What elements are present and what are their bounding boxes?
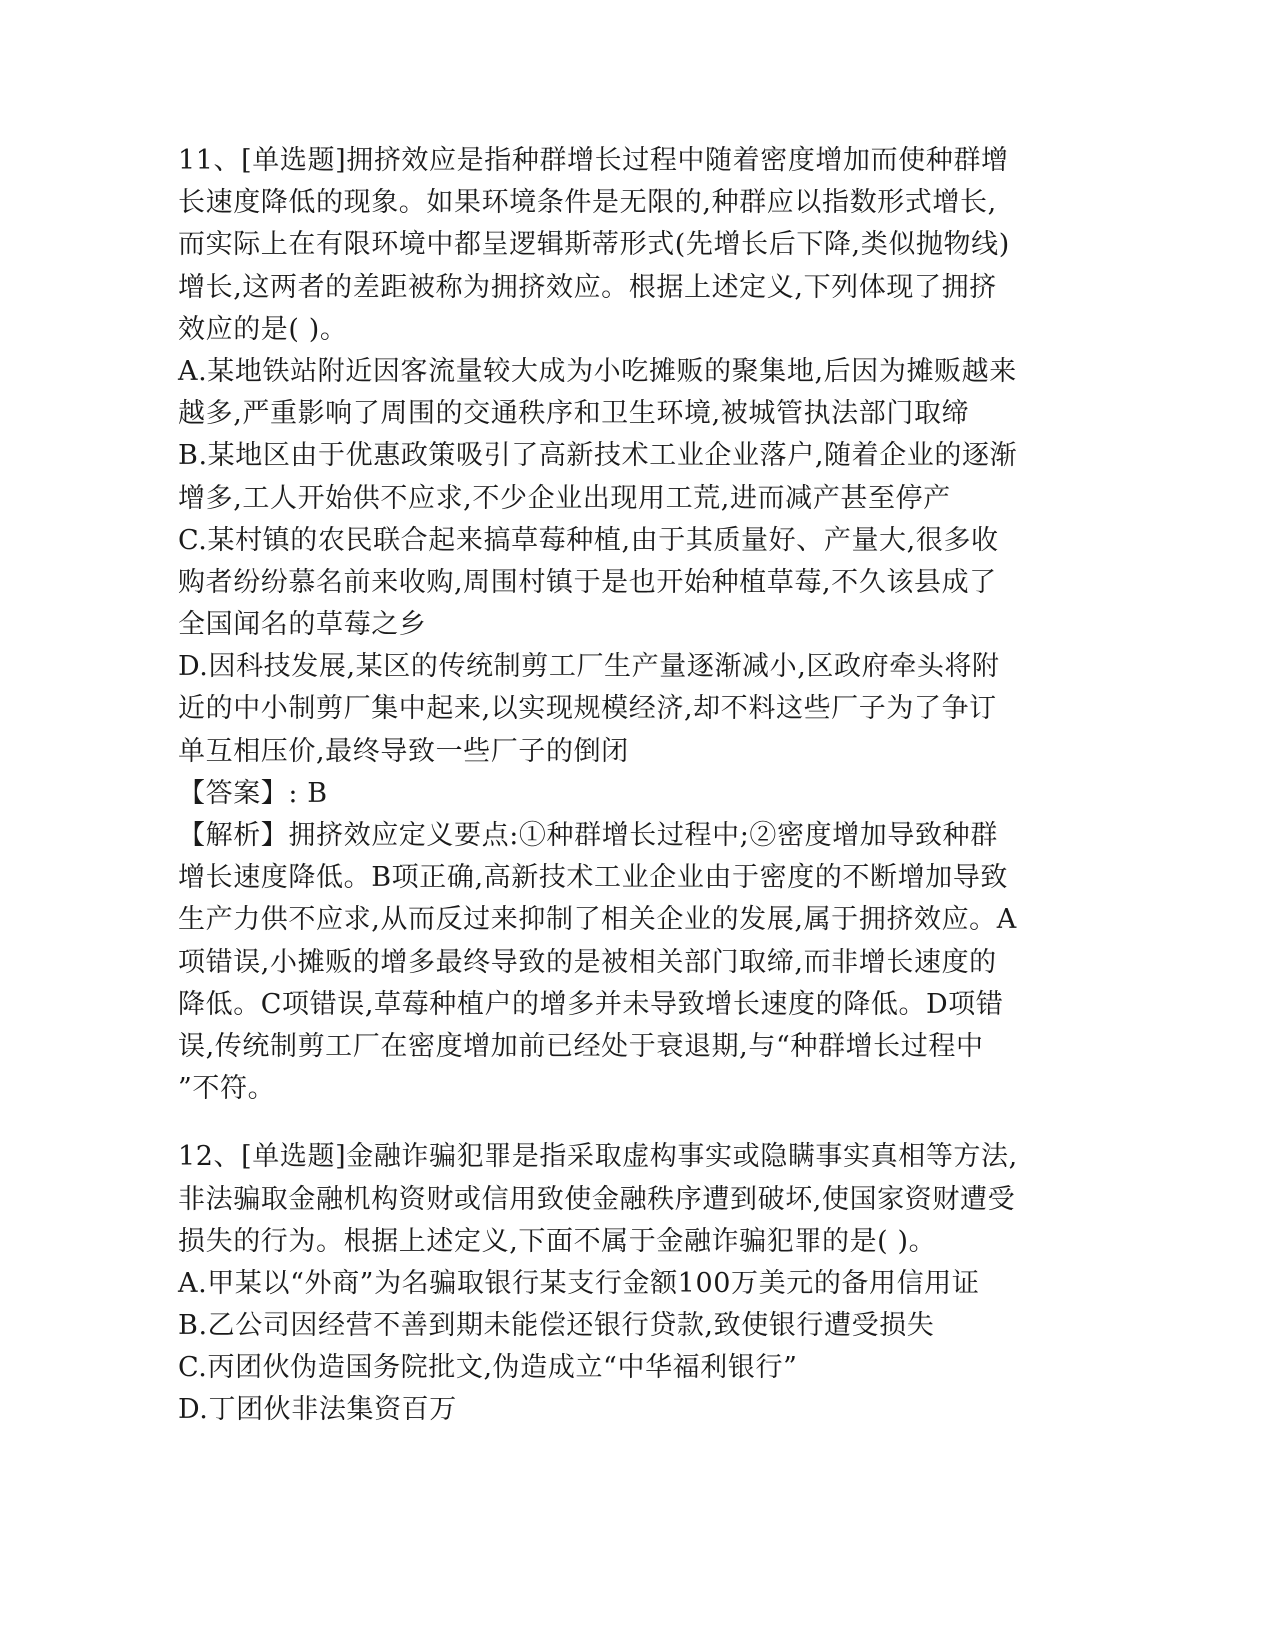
option-line: C.某村镇的农民联合起来搞草莓种植,由于其质量好、产量大,很多收: [178, 524, 999, 556]
option-c: [178, 520, 1058, 647]
analysis-line: 【解析】拥挤效应定义要点:①种群增长过程中;②密度增加导致种群: [178, 820, 998, 851]
question-stem: [178, 140, 1058, 351]
option-line: 越多,严重影响了周围的交通秩序和卫生环境,被城管执法部门取缔: [178, 398, 970, 430]
stem-line: 效应的是( )。: [178, 313, 348, 345]
option-line: A.某地铁站附近因客流量较大成为小吃摊贩的聚集地,后因为摊贩越来: [178, 355, 1017, 387]
answer: [178, 773, 1058, 815]
option-b: [178, 1305, 1058, 1347]
analysis-line: 生产力供不应求,从而反过来抑制了相关企业的发展,属于拥挤效应。A: [178, 904, 1017, 936]
option-d: [178, 1389, 1058, 1431]
option-c: [178, 1347, 1058, 1389]
question-11: [178, 140, 1058, 1110]
option-line: B.某地区由于优惠政策吸引了高新技术工业企业落户,随着企业的逐渐: [178, 440, 1018, 472]
stem-line: 增长,这两者的差距被称为拥挤效应。根据上述定义,下列体现了拥挤: [178, 271, 997, 303]
stem-line: 损失的行为。根据上述定义,下面不属于金融诈骗犯罪的是( )。: [178, 1225, 937, 1257]
option-line: D.因科技发展,某区的传统制剪工厂生产量逐渐减小,区政府牵头将附: [178, 651, 1000, 683]
stem-line: 长速度降低的现象。如果环境条件是无限的,种群应以指数形式增长,: [178, 187, 997, 219]
stem-line: 11、[单选题]拥挤效应是指种群增长过程中随着密度增加而使种群增: [178, 145, 1009, 176]
option-line: A.甲某以“外商”为名骗取银行某支行金额100万美元的备用信用证: [178, 1267, 980, 1299]
analysis-line: 降低。C项错误,草莓种植户的增多并未导致增长速度的降低。D项错: [178, 988, 1004, 1020]
question-12: [178, 1136, 1058, 1431]
option-line: B.乙公司因经营不善到期未能偿还银行贷款,致使银行遭受损失: [178, 1310, 935, 1342]
analysis-line: 项错误,小摊贩的增多最终导致的是被相关部门取缔,而非增长速度的: [178, 946, 997, 978]
option-line: D.丁团伙非法集资百万: [178, 1394, 457, 1426]
option-line: 全国闻名的草莓之乡: [178, 609, 427, 641]
answer-line: 【答案】: B: [178, 777, 328, 809]
stem-line: 而实际上在有限环境中都呈逻辑斯蒂形式(先增长后下降,类似抛物线): [178, 229, 1010, 261]
option-line: 购者纷纷慕名前来收购,周围村镇于是也开始种植草莓,不久该县成了: [178, 566, 997, 598]
question-gap: [178, 1110, 1058, 1136]
stem-line: 12、[单选题]金融诈骗犯罪是指采取虚构事实或隐瞒事实真相等方法,: [178, 1141, 1018, 1173]
question-stem: [178, 1136, 1058, 1263]
document-page: [178, 140, 1058, 1432]
option-d: [178, 646, 1058, 773]
analysis-line: 误,传统制剪工厂在密度增加前已经处于衰退期,与“种群增长过程中: [178, 1030, 984, 1062]
option-line: C.丙团伙伪造国务院批文,伪造成立“中华福利银行”: [178, 1352, 798, 1384]
option-b: [178, 435, 1058, 519]
option-line: 增多,工人开始供不应求,不少企业出现用工荒,进而减产甚至停产: [178, 482, 951, 514]
option-line: 单互相压价,最终导致一些厂子的倒闭: [178, 735, 629, 767]
analysis: [178, 815, 1058, 1110]
stem-line: 非法骗取金融机构资财或信用致使金融秩序遭到破坏,使国家资财遭受: [178, 1183, 1016, 1215]
analysis-line: ”不符。: [178, 1073, 276, 1105]
option-line: 近的中小制剪厂集中起来,以实现规模经济,却不料这些厂子为了争订: [178, 693, 997, 725]
analysis-line: 增长速度降低。B项正确,高新技术工业企业由于密度的不断增加导致: [178, 862, 1009, 894]
option-a: [178, 1263, 1058, 1305]
option-a: [178, 351, 1058, 435]
